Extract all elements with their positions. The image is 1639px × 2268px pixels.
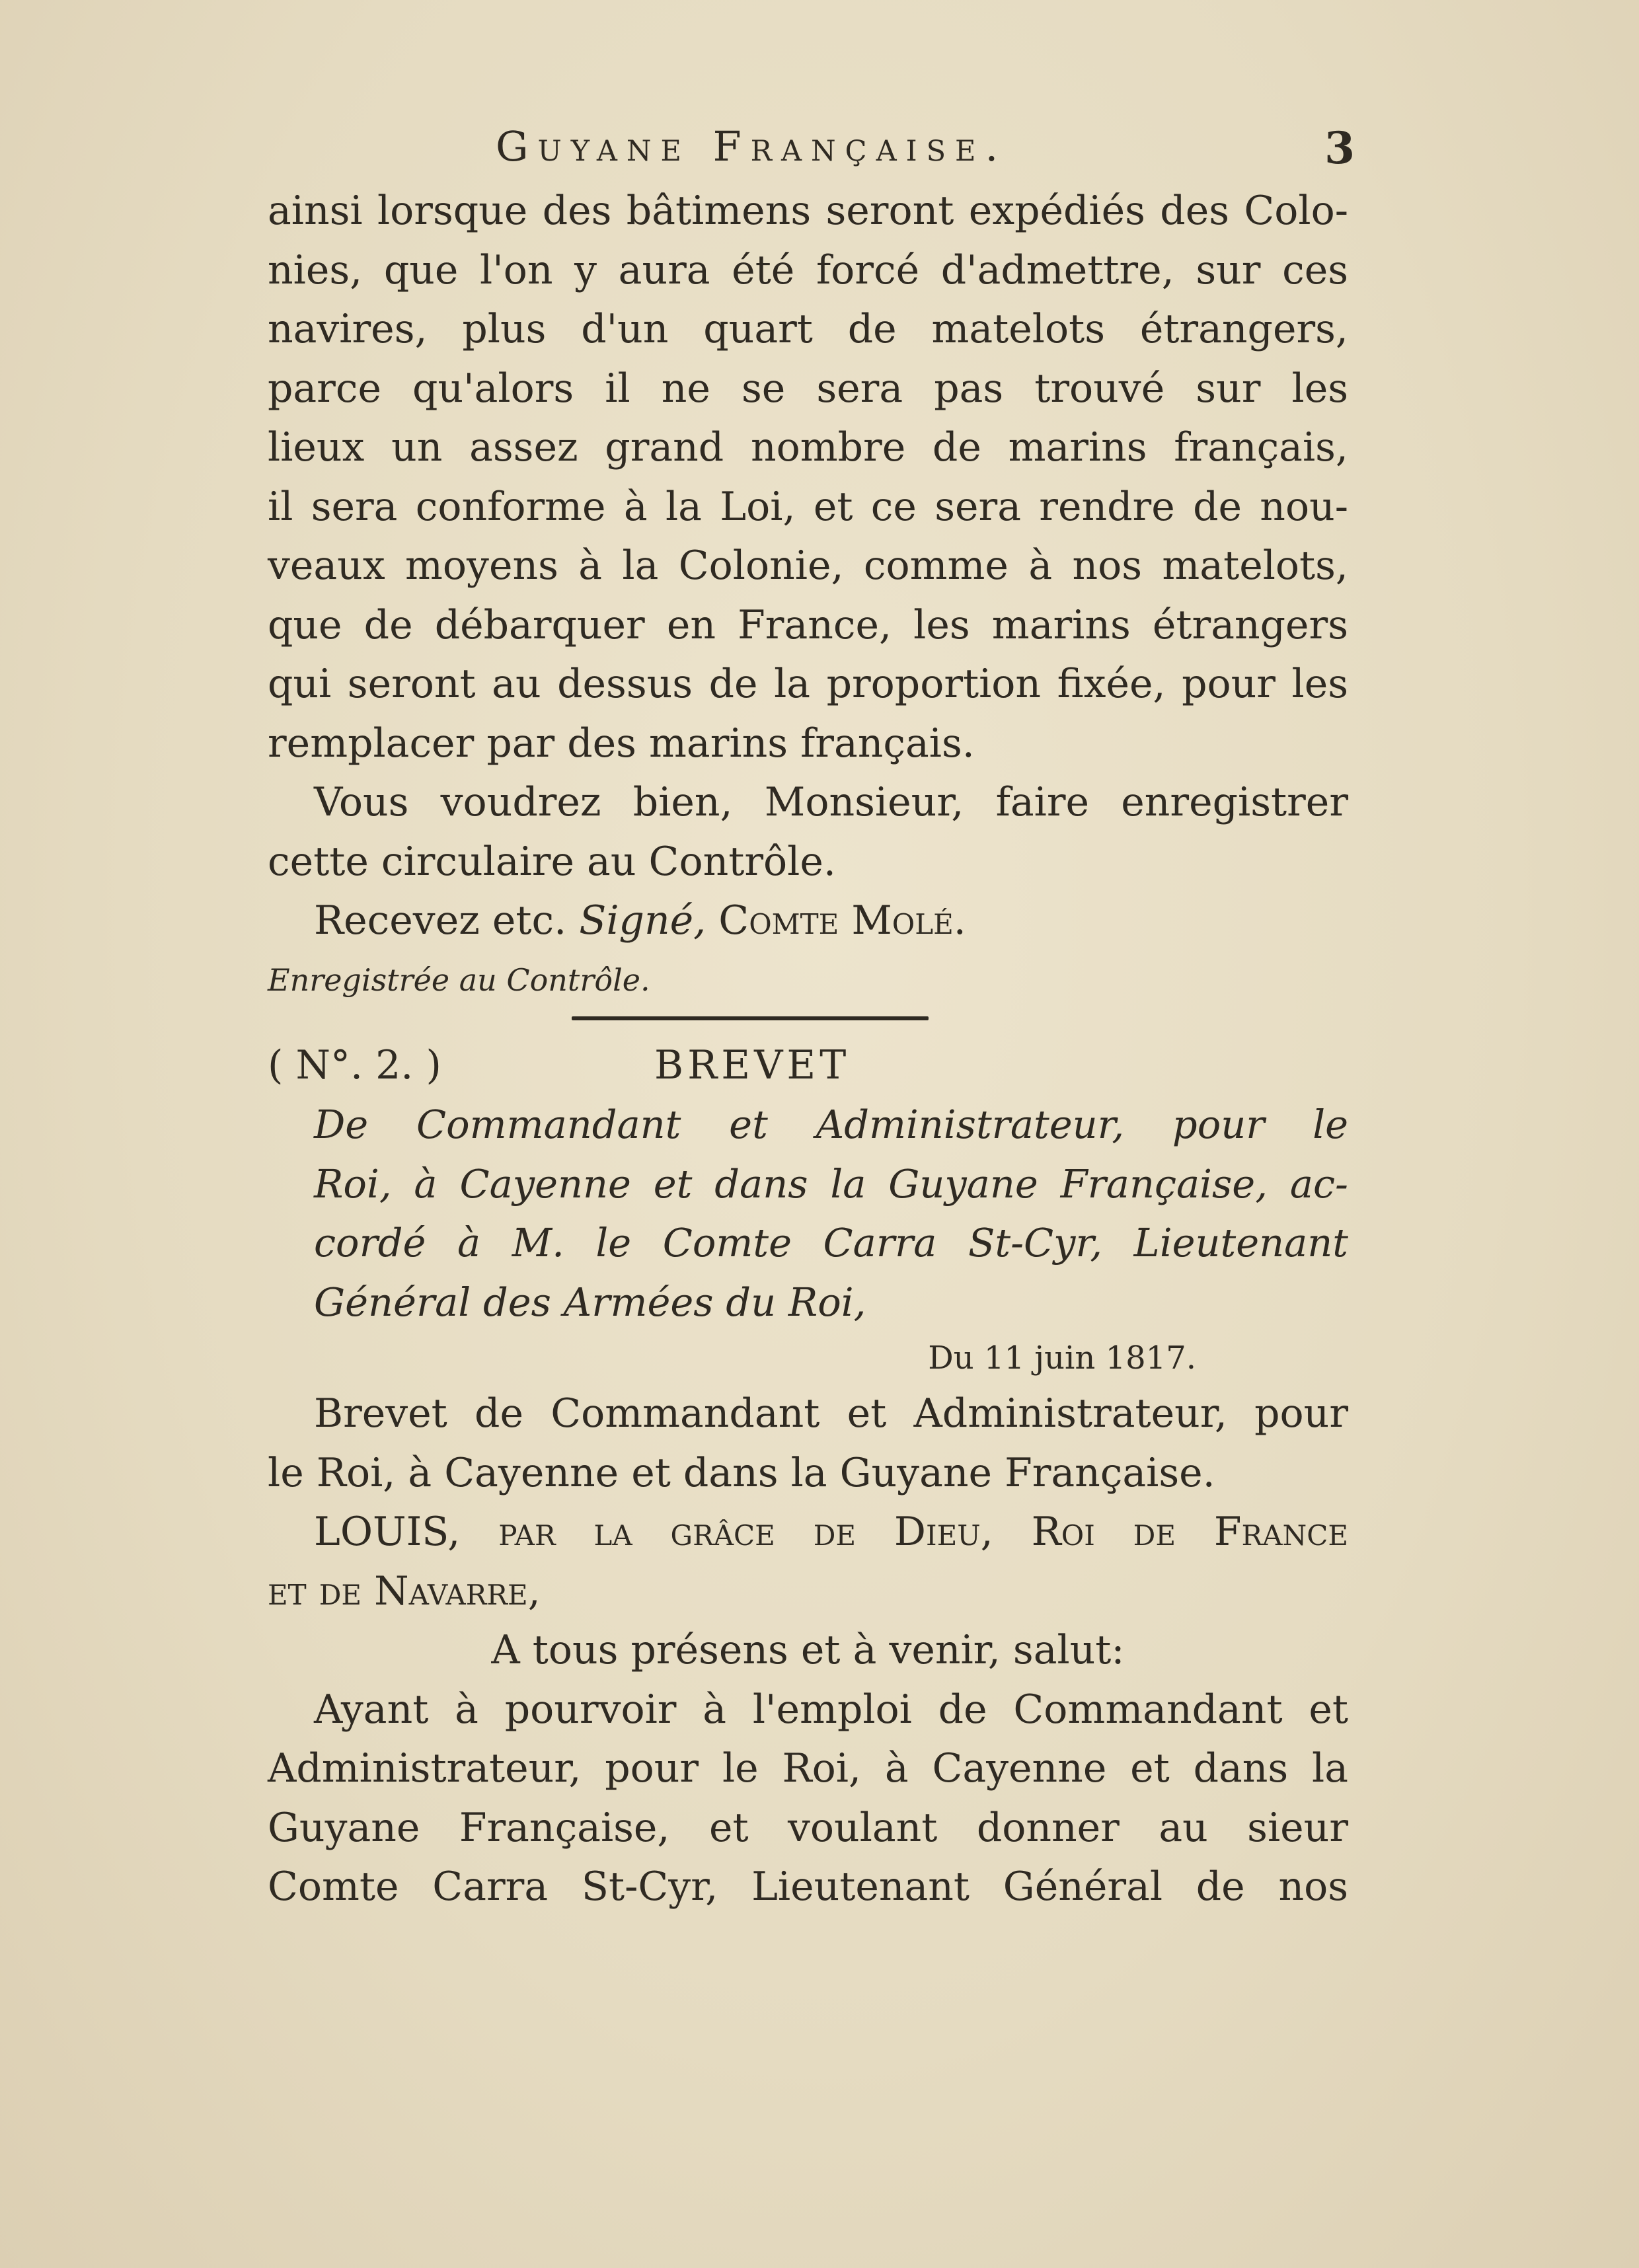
text-line: que de débarquer en France, les marins étrangers xyxy=(268,601,1348,648)
page-header xyxy=(264,122,1355,174)
signature: Comte Molé. xyxy=(718,897,966,944)
page-body xyxy=(268,182,1348,1917)
text-line: Guyane Française, et voulant donner au sieur xyxy=(268,1804,1348,1851)
salutation: A tous présens et à venir, salut: xyxy=(491,1627,1125,1673)
closing-line xyxy=(268,891,1348,951)
brevet-heading xyxy=(268,1036,1348,1095)
brevet-subtitle-line: Roi, à Cayenne et dans la Guyane Française, ac- xyxy=(314,1160,1348,1207)
text-line: cette circulaire au Contrôle. xyxy=(268,838,836,885)
text-line: Brevet de Commandant et Administrateur, pour xyxy=(314,1390,1348,1437)
text-line: le Roi, à Cayenne et dans la Guyane Française. xyxy=(268,1449,1215,1496)
text-line: et de Navarre, xyxy=(268,1568,541,1614)
text-line: qui seront au dessus de la proportion fixée, pour les xyxy=(268,661,1348,707)
running-title: Guyane Française. xyxy=(496,122,1008,170)
text-line: Ayant à pourvoir à l'emploi de Commandant et xyxy=(314,1686,1348,1733)
text-line: lieux un assez grand nombre de marins français, xyxy=(268,424,1348,471)
text-line: LOUIS, par la grâce de Dieu, Roi de France xyxy=(314,1509,1348,1555)
brevet-subtitle-line: cordé à M. le Comte Carra St-Cyr, Lieutenant xyxy=(314,1220,1348,1266)
text-line: veaux moyens à la Colonie, comme à nos matelots, xyxy=(268,543,1348,589)
page-number: 3 xyxy=(1324,122,1355,174)
text-line: remplacer par des marins français. xyxy=(268,720,975,767)
text-line: ainsi lorsque des bâtimens seront expédiés des Colo- xyxy=(268,188,1348,234)
text-line: Vous voudrez bien, Monsieur, faire enregistrer xyxy=(314,779,1348,825)
registration-note: Enregistrée au Contrôle. xyxy=(268,962,650,998)
text-line: navires, plus d'un quart de matelots étrangers, xyxy=(268,306,1348,352)
signed-label: Signé, xyxy=(579,897,706,944)
text-line: il sera conforme à la Loi, et ce sera rendre de nou- xyxy=(268,483,1348,530)
brevet-subtitle-line: De Commandant et Administrateur, pour le xyxy=(314,1102,1348,1147)
brevet-number: ( N°. 2. ) xyxy=(268,1042,441,1088)
closing-greeting: Recevez etc. xyxy=(314,897,567,944)
brevet-date: Du 11 juin 1817. xyxy=(928,1340,1196,1377)
text-line: nies, que l'on y aura été forcé d'admettre, sur ces xyxy=(268,246,1348,293)
brevet-subtitle-line: Général des Armées du Roi, xyxy=(314,1279,866,1325)
text-line: Comte Carra St-Cyr, Lieutenant Général de nos xyxy=(268,1864,1348,1910)
text-line: Administrateur, pour le Roi, à Cayenne et dans la xyxy=(268,1745,1348,1792)
brevet-title: BREVET xyxy=(654,1042,851,1088)
section-divider xyxy=(268,1010,1348,1036)
text-line: parce qu'alors il ne se sera pas trouvé sur les xyxy=(268,365,1348,412)
